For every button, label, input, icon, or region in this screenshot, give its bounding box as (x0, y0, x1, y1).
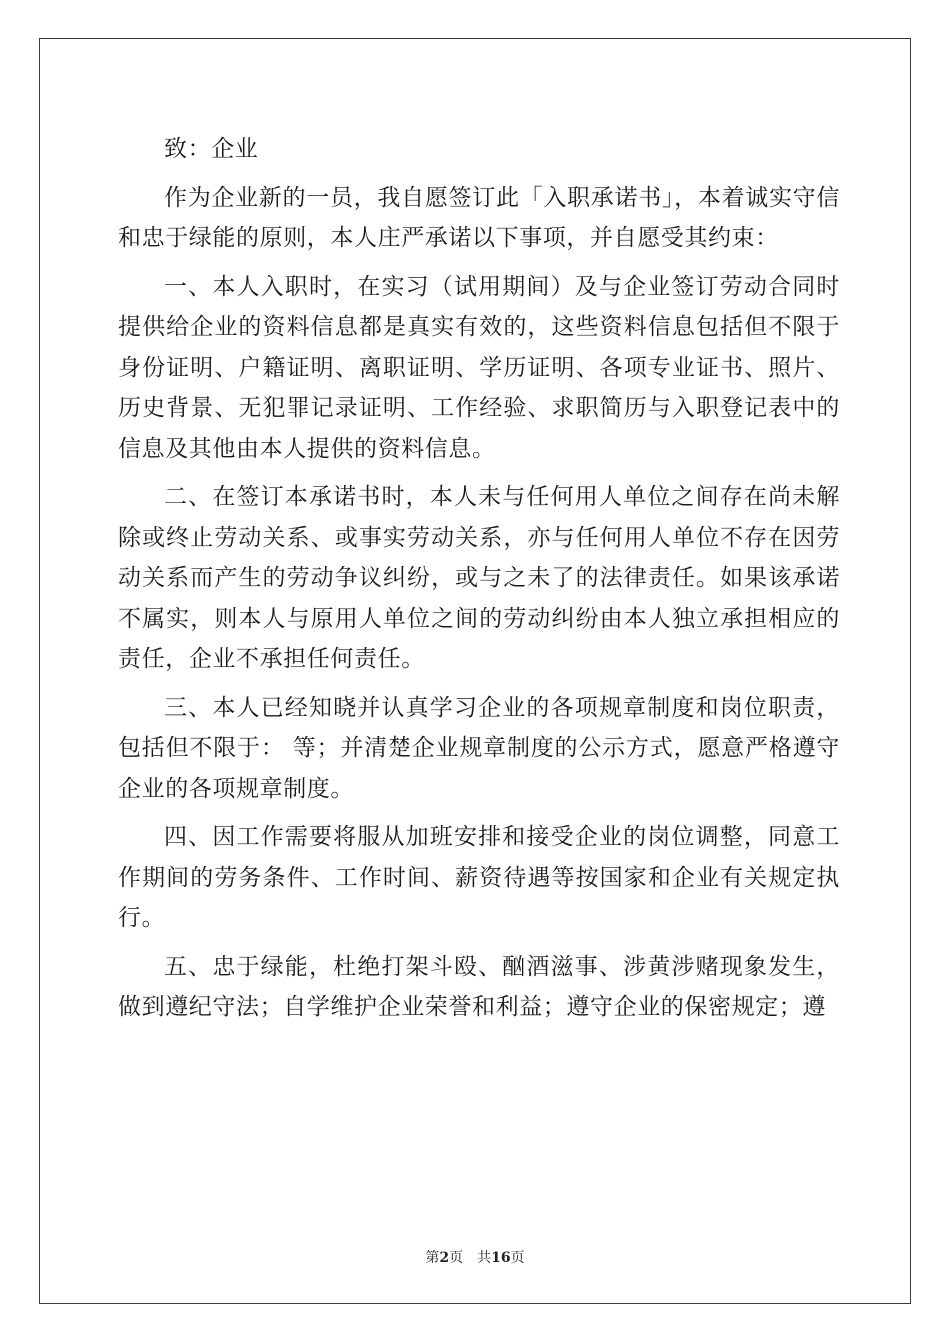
document-body (118, 129, 840, 1028)
clause-four: 四、因工作需要将服从加班安排和接受企业的岗位调整，同意工作期间的劳务条件、工作时间、薪资待遇等按国家和企业有关规定执行。 (118, 824, 840, 931)
clause-five: 五、忠于绿能，杜绝打架斗殴、酗酒滋事、涉黄涉赌现象发生，做到遵纪守法；自学维护企业荣誉和利益；遵守企业的保密规定；遵 (118, 953, 840, 1020)
page-footer (0, 1247, 950, 1267)
current-page-number: 2 (439, 1250, 450, 1266)
clause-one: 一、本人入职时，在实习（试用期间）及与企业签订劳动合同时提供给企业的资料信息都是真实有效的，这些资料信息包括但不限于身份证明、户籍证明、离职证明、学历证明、各项专业证书、照片、历史背景、无犯罪记录证明、工作经验、求职简历与入职登记表中的信息及其他由本人提供的资料信息。 (118, 273, 840, 462)
salutation: 致：企业 (164, 136, 259, 162)
clause-two: 二、在签订本承诺书时，本人未与任何用人单位之间存在尚未解除或终止劳动关系、或事实劳动关系，亦与任何用人单位不存在因劳动关系而产生的劳动争议纠纷，或与之未了的法律责任。如果该承诺不属实，则本人与原用人单位之间的劳动纠纷由本人独立承担相应的责任，企业不承担任何责任。 (118, 484, 840, 672)
total-page-number: 16 (491, 1250, 511, 1266)
page-suffix: 页 (449, 1250, 464, 1266)
total-suffix: 页 (510, 1250, 525, 1266)
page-prefix: 第 (425, 1250, 440, 1266)
total-prefix: 共 (477, 1250, 492, 1266)
clause-three: 三、本人已经知晓并认真学习企业的各项规章制度和岗位职责，包括但不限于： 等；并清楚企业规章制度的公示方式，愿意严格遵守企业的各项规章制度。 (118, 694, 840, 802)
intro-paragraph: 作为企业新的一员，我自愿签订此「入职承诺书」，本着诚实守信和忠于绿能的原则，本人庄严承诺以下事项，并自愿受其约束： (118, 184, 840, 251)
